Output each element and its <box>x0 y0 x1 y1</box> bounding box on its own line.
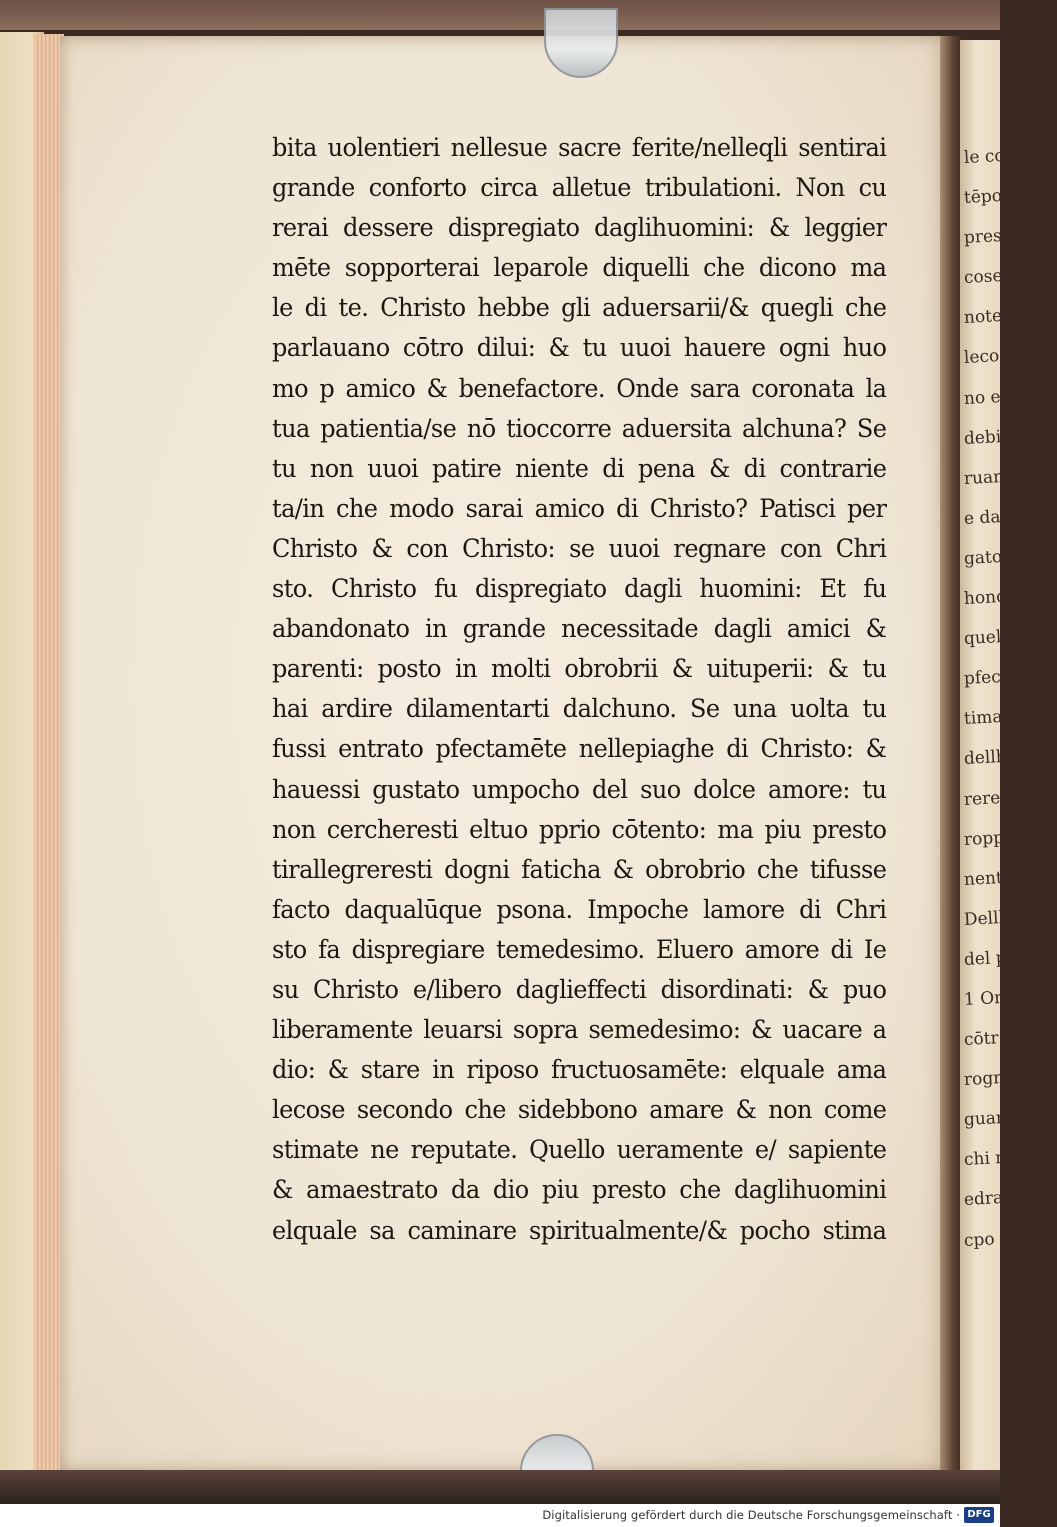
right-page-line: note nell <box>963 304 1040 329</box>
text-line: sto. Christo fu dispregiato dagli huomini: Et fu <box>272 574 887 604</box>
main-text-block <box>272 128 912 1251</box>
text-line: su Christo e/libero daglieffecti disordinati: & puo <box>272 974 887 1004</box>
text-line: rerai dessere dispregiato daglihuomini: & leggier <box>272 213 887 243</box>
right-page-line: lecose au <box>963 344 1045 369</box>
text-line: & amaestrato da dio piu presto che daglihuomini <box>272 1175 887 1205</box>
text-line: ta/in che modo sarai amico di Christo? Patisci per <box>272 493 887 523</box>
text-line: Christo & con Christo: se uuoi regnare con Chri <box>272 533 887 563</box>
right-page-line: e dalla ca <box>963 504 1047 529</box>
right-page-line: ruanto ir <box>963 464 1041 489</box>
dfg-logo: DFG <box>964 1507 994 1523</box>
right-page-line: tima. Niu <box>963 705 1046 730</box>
right-page-line: rere. Se tu <box>963 784 1057 810</box>
text-line: non cercheresti eltuo pprio cōtento: ma piu presto <box>272 814 887 844</box>
right-page-line: edrai la <box>963 1187 1031 1211</box>
book-cover-bottom <box>0 1470 1000 1504</box>
text-line: hai ardire dilamentarti dalchuno. Se una uolta tu <box>272 694 887 724</box>
right-page-line: no elbeni <box>963 384 1044 409</box>
right-page-line: hono in b <box>963 584 1045 610</box>
text-line: abandonato in grande necessitade dagli amici & <box>272 614 887 644</box>
text-line: lecose secondo che sidebbono amare & non come <box>272 1095 887 1125</box>
right-page-line: cpo elmo <box>963 1226 1043 1251</box>
text-line: bita uolentieri nellesue sacre ferite/nelleqli sentirai <box>272 133 887 162</box>
right-page-line: le cose e <box>963 144 1040 168</box>
text-line: parlauano cōtro dilui: & tu uuoi hauere ogni huo <box>272 333 887 363</box>
right-page-line: guarder <box>963 1106 1034 1131</box>
text-line: tirallegreresti dogni faticha & obrobrio che tifusse <box>272 854 887 884</box>
right-page-line: cōtr <box>963 1028 1000 1051</box>
text-line: stimate ne reputate. Quello ueramente e/ sapiente <box>272 1135 887 1165</box>
text-line: mo p amico & benefactore. Onde sara coronata la <box>272 373 887 403</box>
text-line: le di te. Christo hebbe gli aduersarii/& quegli che <box>272 293 887 323</box>
right-page-line: pfectamē <box>963 665 1045 690</box>
right-page-line: del pr <box>963 947 1016 970</box>
digitization-credit: Digitalisierung gefördert durch die Deutsche Forschungsgemeinschaft · <box>542 1508 960 1522</box>
footer-bar <box>0 1504 1000 1527</box>
right-page-line: cose exte <box>963 264 1045 289</box>
right-page-line: Dellh <box>963 907 1010 930</box>
text-line: parenti: posto in molti obrobrii & uituperii: & tu <box>272 654 887 684</box>
text-line: facto daqualūque psona. Impoche lamore di Chri <box>272 894 887 924</box>
right-page-line: quello tie <box>963 624 1046 650</box>
text-line: grande conforto circa alletue tribulationi. Non cu <box>272 173 887 203</box>
right-page-line: tēpo p h <box>963 184 1036 209</box>
text-line: fussi entrato pfectamēte nellepiaghe di Christo: & <box>272 734 887 764</box>
right-page-line: gato dall <box>963 545 1040 569</box>
text-line: mēte sopporterai leparole diquelli che dicono ma <box>272 253 887 283</box>
right-page-fragment <box>960 40 1057 1470</box>
right-page-line: presto li <box>963 224 1036 249</box>
right-page-line: nente cam <box>963 864 1055 890</box>
right-page-line: chi nuoc <box>963 1146 1038 1171</box>
right-page-line: dellhuomi <box>963 744 1050 770</box>
right-page-line: 1 On <box>963 987 1006 1010</box>
book-cover-top <box>0 0 1000 30</box>
book-gutter <box>940 36 962 1472</box>
text-line: elquale sa caminare spiritualmente/& pocho stima <box>272 1215 887 1245</box>
right-page-line: debili & c <box>963 424 1049 449</box>
text-line: tu non uuoi patire niente di pena & di contrarie <box>272 453 887 483</box>
text-line: tua patientia/se nō tioccorre aduersita alchuna? Se <box>272 413 887 443</box>
right-page-line: ropportai <box>963 825 1046 850</box>
right-page-text <box>963 138 1057 1261</box>
text-line: dio: & stare in riposo fructuosamēte: elquale ama <box>272 1055 887 1085</box>
right-page-line: rogni co <box>963 1066 1036 1091</box>
text-line: sto fa dispregiare temedesimo. Eluero amore di Ie <box>272 934 887 964</box>
text-line: liberamente leuarsi sopra semedesimo: & uacare a <box>272 1015 887 1045</box>
text-line: hauessi gustato umpocho del suo dolce amore: tu <box>272 774 887 804</box>
